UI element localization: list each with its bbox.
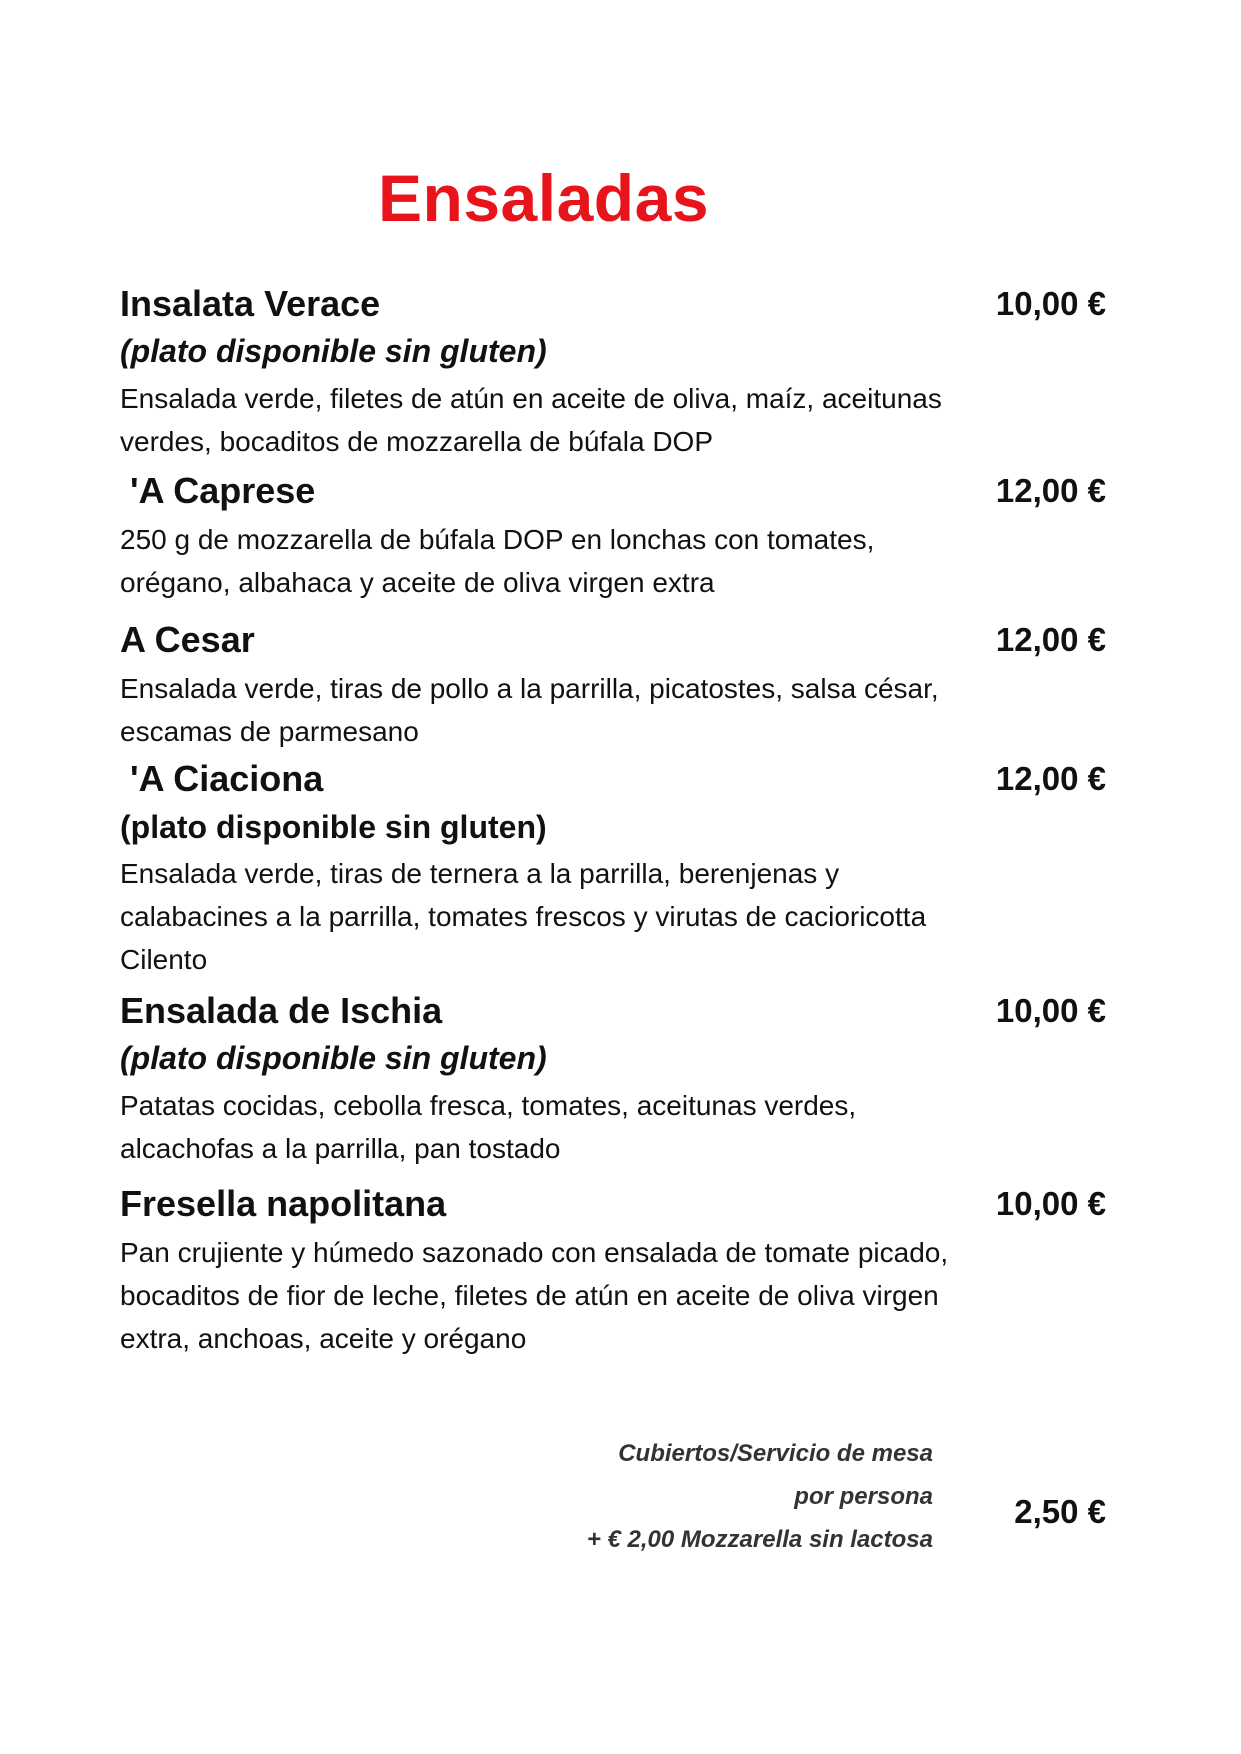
page-title: Ensaladas bbox=[378, 161, 710, 235]
item-price: 12,00 € bbox=[995, 621, 1106, 658]
item-name: A Cesar bbox=[120, 619, 255, 660]
lactose-free-surcharge: + € 2,00 Mozzarella sin lactosa bbox=[586, 1526, 933, 1553]
item-description: Pan crujiente y húmedo sazonado con ensalada de tomate picado, bocaditos de fior de leche, filetes de atún en aceite de oliva virgen extra, anchoas, aceite y orégano bbox=[120, 1237, 949, 1354]
item-description: 250 g de mozzarella de búfala DOP en lonchas con tomates, orégano, albahaca y aceite de oliva virgen extra bbox=[120, 524, 875, 598]
item-name: Ensalada de Ischia bbox=[120, 990, 443, 1031]
cover-charge-price: 2,50 € bbox=[1014, 1493, 1106, 1530]
item-note: (plato disponible sin gluten) bbox=[120, 333, 547, 369]
item-price: 10,00 € bbox=[995, 285, 1106, 322]
item-description: Ensalada verde, tiras de ternera a la parrilla, berenjenas y calabacines a la parrilla, tomates frescos y virutas de cacioricotta Cilento bbox=[120, 858, 927, 975]
item-price: 12,00 € bbox=[995, 760, 1106, 797]
item-note: (plato disponible sin gluten) bbox=[120, 1040, 547, 1076]
item-price: 10,00 € bbox=[995, 992, 1106, 1029]
item-name: 'A Ciaciona bbox=[120, 758, 324, 799]
item-note: (plato disponible sin gluten) bbox=[120, 809, 547, 845]
item-description: Ensalada verde, tiras de pollo a la parrilla, picatostes, salsa césar, escamas de parmesano bbox=[120, 673, 939, 747]
item-price: 10,00 € bbox=[995, 1185, 1106, 1222]
item-name: Insalata Verace bbox=[120, 283, 381, 324]
item-price: 12,00 € bbox=[995, 472, 1106, 509]
cover-charge-per-person: por persona bbox=[794, 1483, 933, 1510]
cover-charge-label: Cubiertos/Servicio de mesa bbox=[618, 1440, 933, 1467]
item-description: Patatas cocidas, cebolla fresca, tomates, aceitunas verdes, alcachofas a la parrilla, pan tostado bbox=[120, 1090, 857, 1164]
item-name: 'A Caprese bbox=[120, 470, 316, 511]
item-name: Fresella napolitana bbox=[120, 1183, 447, 1224]
item-description: Ensalada verde, filetes de atún en aceite de oliva, maíz, aceitunas verdes, bocaditos de mozzarella de búfala DOP bbox=[120, 383, 942, 457]
